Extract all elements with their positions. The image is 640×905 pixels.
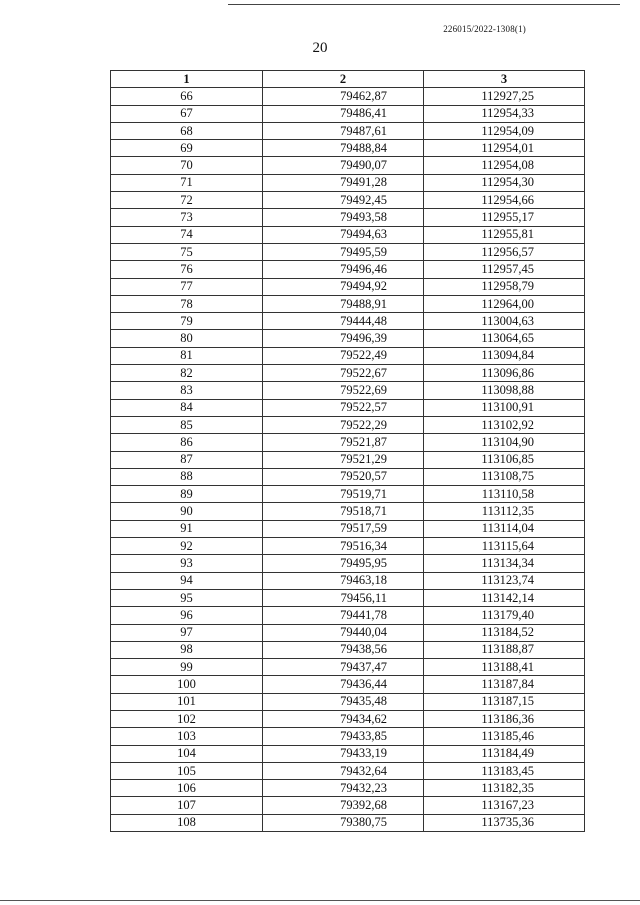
x-coordinate-cell: 79488,91 [263,295,424,312]
y-coordinate-cell: 113188,41 [424,659,585,676]
y-coordinate-cell: 112954,09 [424,122,585,139]
table-row [111,451,585,468]
x-coordinate-cell: 79432,23 [263,780,424,797]
x-coordinate-cell: 79491,28 [263,174,424,191]
y-coordinate-cell: 113114,04 [424,520,585,537]
x-coordinate-cell: 79496,46 [263,261,424,278]
y-coordinate-cell: 113188,87 [424,641,585,658]
y-coordinate-cell: 113064,65 [424,330,585,347]
x-coordinate-cell: 79433,19 [263,745,424,762]
point-number-cell: 85 [111,416,263,433]
point-number-cell: 99 [111,659,263,676]
table-row [111,538,585,555]
x-coordinate-cell: 79433,85 [263,728,424,745]
x-coordinate-cell: 79441,78 [263,607,424,624]
x-coordinate-cell: 79437,47 [263,659,424,676]
x-coordinate-cell: 79495,95 [263,555,424,572]
y-coordinate-cell: 113134,34 [424,555,585,572]
x-coordinate-cell: 79494,92 [263,278,424,295]
y-coordinate-cell: 112957,45 [424,261,585,278]
table-row [111,295,585,312]
table-row [111,555,585,572]
table-row [111,486,585,503]
bottom-rule [0,900,640,901]
point-number-cell: 83 [111,382,263,399]
table-row [111,209,585,226]
y-coordinate-cell: 113104,90 [424,434,585,451]
coordinates-table [110,70,585,832]
table-header-row [111,71,585,88]
point-number-cell: 92 [111,538,263,555]
table-row [111,174,585,191]
y-coordinate-cell: 113123,74 [424,572,585,589]
table-row [111,589,585,606]
point-number-cell: 101 [111,693,263,710]
y-coordinate-cell: 113108,75 [424,468,585,485]
y-coordinate-cell: 113004,63 [424,313,585,330]
y-coordinate-cell: 113110,58 [424,486,585,503]
point-number-cell: 80 [111,330,263,347]
y-coordinate-cell: 113179,40 [424,607,585,624]
point-number-cell: 93 [111,555,263,572]
point-number-cell: 67 [111,105,263,122]
x-coordinate-cell: 79522,49 [263,347,424,364]
point-number-cell: 89 [111,486,263,503]
x-coordinate-cell: 79435,48 [263,693,424,710]
x-coordinate-cell: 79518,71 [263,503,424,520]
table-row [111,416,585,433]
y-coordinate-cell: 112954,33 [424,105,585,122]
x-coordinate-cell: 79520,57 [263,468,424,485]
point-number-cell: 87 [111,451,263,468]
y-coordinate-cell: 112958,79 [424,278,585,295]
x-coordinate-cell: 79438,56 [263,641,424,658]
table-row [111,693,585,710]
x-coordinate-cell: 79522,57 [263,399,424,416]
x-coordinate-cell: 79392,68 [263,797,424,814]
table-row [111,745,585,762]
point-number-cell: 104 [111,745,263,762]
y-coordinate-cell: 113185,46 [424,728,585,745]
table-row [111,780,585,797]
table-row [111,399,585,416]
point-number-cell: 79 [111,313,263,330]
x-coordinate-cell: 79486,41 [263,105,424,122]
point-number-cell: 106 [111,780,263,797]
x-coordinate-cell: 79494,63 [263,226,424,243]
y-coordinate-cell: 113096,86 [424,365,585,382]
x-coordinate-cell: 79434,62 [263,710,424,727]
point-number-cell: 78 [111,295,263,312]
x-coordinate-cell: 79380,75 [263,814,424,831]
x-coordinate-cell: 79436,44 [263,676,424,693]
y-coordinate-cell: 113115,64 [424,538,585,555]
table-row [111,192,585,209]
table-row [111,122,585,139]
y-coordinate-cell: 113112,35 [424,503,585,520]
table-row [111,762,585,779]
y-coordinate-cell: 112954,66 [424,192,585,209]
table-body [111,88,585,832]
y-coordinate-cell: 112956,57 [424,243,585,260]
document-id: 226015/2022-1308(1) [443,24,526,34]
y-coordinate-cell: 113183,45 [424,762,585,779]
y-coordinate-cell: 113094,84 [424,347,585,364]
point-number-cell: 88 [111,468,263,485]
point-number-cell: 84 [111,399,263,416]
column-header-3: 3 [424,71,585,88]
y-coordinate-cell: 113186,36 [424,710,585,727]
table-row [111,572,585,589]
y-coordinate-cell: 113102,92 [424,416,585,433]
point-number-cell: 98 [111,641,263,658]
x-coordinate-cell: 79462,87 [263,88,424,105]
table-row [111,814,585,831]
point-number-cell: 86 [111,434,263,451]
x-coordinate-cell: 79490,07 [263,157,424,174]
point-number-cell: 103 [111,728,263,745]
point-number-cell: 72 [111,192,263,209]
y-coordinate-cell: 113167,23 [424,797,585,814]
table-row [111,365,585,382]
y-coordinate-cell: 112964,00 [424,295,585,312]
table-row [111,434,585,451]
table-row [111,659,585,676]
x-coordinate-cell: 79493,58 [263,209,424,226]
y-coordinate-cell: 113735,36 [424,814,585,831]
table-row [111,520,585,537]
point-number-cell: 100 [111,676,263,693]
point-number-cell: 71 [111,174,263,191]
table-row [111,624,585,641]
point-number-cell: 108 [111,814,263,831]
point-number-cell: 76 [111,261,263,278]
point-number-cell: 102 [111,710,263,727]
column-header-1: 1 [111,71,263,88]
x-coordinate-cell: 79519,71 [263,486,424,503]
table-row [111,330,585,347]
y-coordinate-cell: 113187,15 [424,693,585,710]
y-coordinate-cell: 112954,08 [424,157,585,174]
table-row [111,503,585,520]
point-number-cell: 77 [111,278,263,295]
x-coordinate-cell: 79492,45 [263,192,424,209]
x-coordinate-cell: 79488,84 [263,140,424,157]
table-row [111,243,585,260]
x-coordinate-cell: 79522,67 [263,365,424,382]
column-header-2: 2 [263,71,424,88]
point-number-cell: 107 [111,797,263,814]
page-number: 20 [312,40,328,56]
table-row [111,140,585,157]
table-row [111,797,585,814]
table-row [111,157,585,174]
table-row [111,88,585,105]
y-coordinate-cell: 113182,35 [424,780,585,797]
y-coordinate-cell: 113184,52 [424,624,585,641]
point-number-cell: 95 [111,589,263,606]
y-coordinate-cell: 112955,17 [424,209,585,226]
point-number-cell: 97 [111,624,263,641]
table-row [111,347,585,364]
x-coordinate-cell: 79496,39 [263,330,424,347]
point-number-cell: 66 [111,88,263,105]
x-coordinate-cell: 79444,48 [263,313,424,330]
table-row [111,278,585,295]
table-row [111,468,585,485]
point-number-cell: 90 [111,503,263,520]
point-number-cell: 94 [111,572,263,589]
table-row [111,261,585,278]
table-row [111,226,585,243]
y-coordinate-cell: 113100,91 [424,399,585,416]
table-row [111,728,585,745]
x-coordinate-cell: 79456,11 [263,589,424,606]
point-number-cell: 74 [111,226,263,243]
table-row [111,607,585,624]
table-row [111,641,585,658]
table-row [111,382,585,399]
x-coordinate-cell: 79521,87 [263,434,424,451]
table-row [111,676,585,693]
point-number-cell: 96 [111,607,263,624]
point-number-cell: 105 [111,762,263,779]
x-coordinate-cell: 79517,59 [263,520,424,537]
x-coordinate-cell: 79487,61 [263,122,424,139]
x-coordinate-cell: 79521,29 [263,451,424,468]
point-number-cell: 69 [111,140,263,157]
y-coordinate-cell: 113142,14 [424,589,585,606]
y-coordinate-cell: 112954,30 [424,174,585,191]
y-coordinate-cell: 112954,01 [424,140,585,157]
point-number-cell: 75 [111,243,263,260]
y-coordinate-cell: 113184,49 [424,745,585,762]
table-row [111,313,585,330]
point-number-cell: 70 [111,157,263,174]
top-rule [228,4,620,5]
point-number-cell: 73 [111,209,263,226]
x-coordinate-cell: 79522,69 [263,382,424,399]
point-number-cell: 82 [111,365,263,382]
table-row [111,710,585,727]
y-coordinate-cell: 113106,85 [424,451,585,468]
y-coordinate-cell: 113187,84 [424,676,585,693]
x-coordinate-cell: 79440,04 [263,624,424,641]
x-coordinate-cell: 79522,29 [263,416,424,433]
point-number-cell: 68 [111,122,263,139]
x-coordinate-cell: 79432,64 [263,762,424,779]
y-coordinate-cell: 113098,88 [424,382,585,399]
x-coordinate-cell: 79516,34 [263,538,424,555]
point-number-cell: 81 [111,347,263,364]
x-coordinate-cell: 79463,18 [263,572,424,589]
x-coordinate-cell: 79495,59 [263,243,424,260]
y-coordinate-cell: 112927,25 [424,88,585,105]
table-row [111,105,585,122]
y-coordinate-cell: 112955,81 [424,226,585,243]
point-number-cell: 91 [111,520,263,537]
